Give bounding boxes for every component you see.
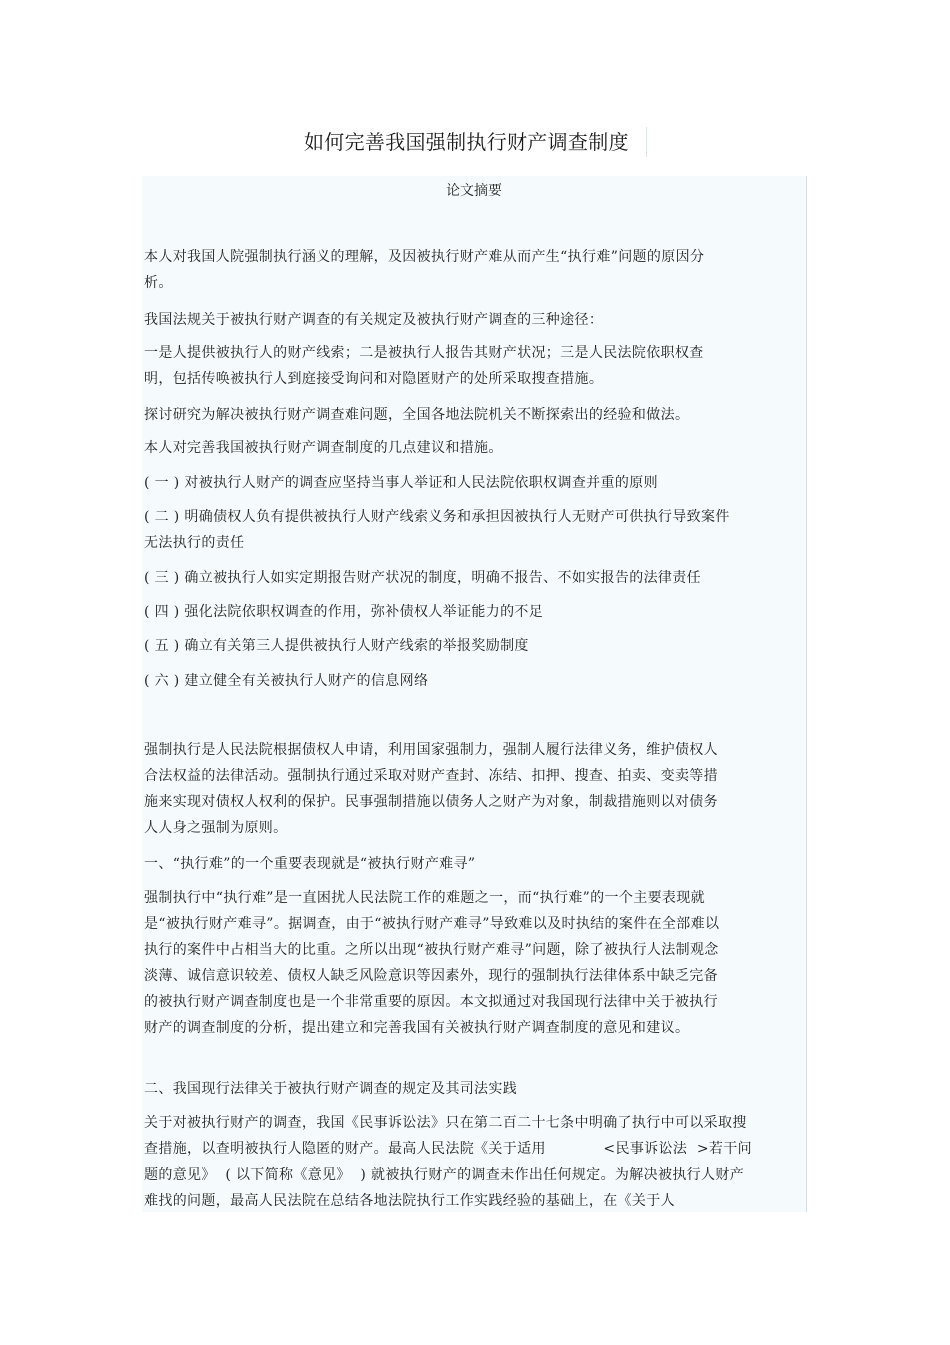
abstract-heading: 论文摘要 <box>446 183 502 199</box>
title-area <box>296 127 647 157</box>
suggestion-item: ( 五 ) 确立有关第三人提供被执行人财产线索的举报奖励制度 <box>144 638 529 654</box>
suggestion-item: ( 六 ) 建立健全有关被执行人财产的信息网络 <box>144 673 429 689</box>
suggestion-item: ( 四 ) 强化法院依职权调查的作用，弥补债权人举证能力的不足 <box>144 604 544 620</box>
body-paragraph: 强制执行是人民法院根据债权人申请，利用国家强制力，强制人履行法律义务，维护债权人合法权益的法律活动。强制执行通过采取对财产查封、冻结、扣押、搜查、拍卖、变卖等措施来实现对债权人权利的保护。民事强制措施以债务人之财产为对象，制裁措施则以对债务人人身之强制为原则。 <box>144 742 718 836</box>
suggestion-item: ( 三 ) 确立被执行人如实定期报告财产状况的制度，明确不报告、不如实报告的法律责任 <box>144 570 701 586</box>
section-heading: 二、我国现行法律关于被执行财产调查的规定及其司法实践 <box>144 1081 518 1097</box>
section-heading: 一、“执行难”的一个重要表现就是“被执行财产难寻” <box>144 856 476 872</box>
abstract-paragraph: 本人对我国人院强制执行涵义的理解，及因被执行财产难从而产生“执行难”问题的原因分析。 <box>144 249 705 291</box>
suggestion-item: ( 二 ) 明确债权人负有提供被执行人财产线索义务和承担因被执行人无财产可供执行导致案件无法执行的责任 <box>144 509 730 551</box>
body-paragraph: 关于对被执行财产的调查，我国《民事诉讼法》只在第二百二十七条中明确了执行中可以采取搜查措施，以查明被执行人隐匿的财产。最高人民法院《关于适用 <民事诉讼法 >若干问题的意见》 ( 以下简称《意见》 ) 就被执行财产的调查未作出任何规定。为解决被执行人财产难找的问题，最高人民法院在总结各地法院执行工作实践经验的基础上，在《关于人 <box>144 1115 752 1209</box>
document-title: 如何完善我国强制执行财产调查制度 <box>304 130 629 154</box>
document-panel <box>142 176 807 1212</box>
suggestion-item: ( 一 ) 对被执行人财产的调查应坚持当事人举证和人民法院依职权调查并重的原则 <box>144 475 658 491</box>
abstract-paragraph: 我国法规关于被执行财产调查的有关规定及被执行财产调查的三种途径： <box>144 312 604 328</box>
body-paragraph: 强制执行中“执行难”是一直困扰人民法院工作的难题之一，而“执行难”的一个主要表现就是“被执行财产难寻”。据调查，由于“被执行财产难寻”导致难以及时执结的案件在全部难以执行的案件中占相当大的比重。之所以出现“被执行财产难寻”问题，除了被执行人法制观念淡薄、诚信意识较差、债权人缺乏风险意识等因素外，现行的强制执行法律体系中缺乏完备的被执行财产调查制度也是一个非常重要的原因。本文拟通过对我国现行法律中关于被执行财产的调查制度的分析，提出建立和完善我国有关被执行财产调查制度的意见和建议。 <box>144 890 720 1036</box>
abstract-paragraph: 一是人提供被执行人的财产线索；二是被执行人报告其财产状况；三是人民法院依职权查明，包括传唤被执行人到庭接受询问和对隐匿财产的处所采取搜查措施。 <box>144 345 704 387</box>
abstract-paragraph: 探讨研究为解决被执行财产调查难问题，全国各地法院机关不断探索出的经验和做法。 <box>144 407 690 423</box>
abstract-paragraph: 本人对完善我国被执行财产调查制度的几点建议和措施。 <box>144 440 503 456</box>
